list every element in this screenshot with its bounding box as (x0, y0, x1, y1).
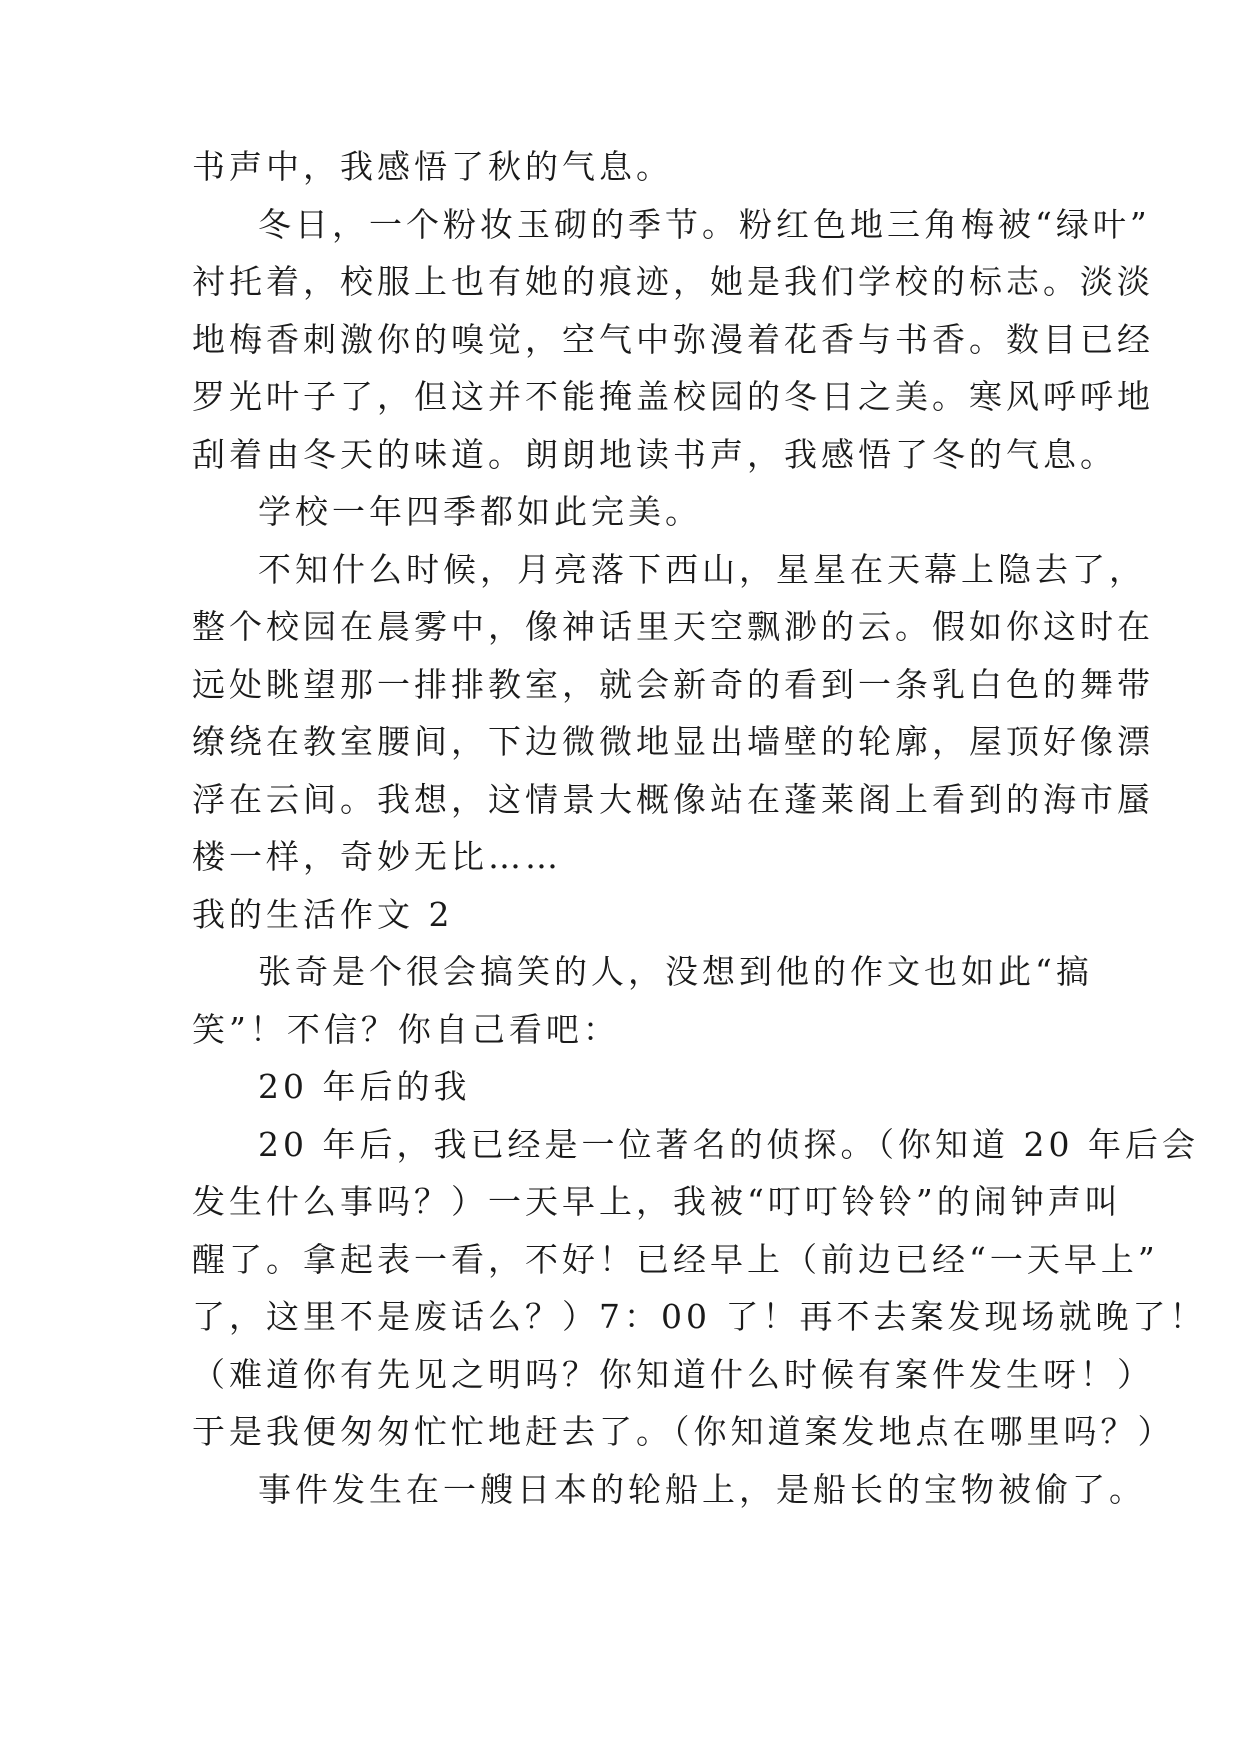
paragraph-line: 刮着由冬天的味道。朗朗地读书声，我感悟了冬的气息。 (192, 435, 1117, 474)
paragraph-line: 醒了。拿起表一看，不好！已经早上（前边已经“一天早上” (192, 1240, 1159, 1279)
paragraph-line: （难道你有先见之明吗？你知道什么时候有案件发生呀！） (192, 1355, 1154, 1394)
paragraph-line: 学校一年四季都如此完美。 (258, 492, 702, 531)
paragraph-line: 于是我便匆匆忙忙地赶去了。（你知道案发地点在哪里吗？） (192, 1412, 1175, 1451)
paragraph-line: 20 年后，我已经是一位著名的侦探。（你知道 20 年后会 (258, 1125, 1199, 1164)
paragraph-line: 整个校园在晨雾中，像神话里天空飘渺的云。假如你这时在 (192, 607, 1154, 646)
paragraph-line: 张奇是个很会搞笑的人，没想到他的作文也如此“搞 (258, 952, 1093, 991)
paragraph-line: 缭绕在教室腰间，下边微微地显出墙壁的轮廓，屋顶好像漂 (192, 722, 1154, 761)
paragraph-line: 楼一样，奇妙无比…… (192, 837, 562, 876)
paragraph-line: 冬日，一个粉妆玉砌的季节。粉红色地三角梅被“绿叶” (258, 205, 1151, 244)
paragraph-line: 不知什么时候，月亮落下西山，星星在天幕上隐去了， (258, 550, 1146, 589)
paragraph-line: 事件发生在一艘日本的轮船上，是船长的宝物被偷了。 (258, 1470, 1146, 1509)
section-heading: 我的生活作文 2 (192, 895, 454, 934)
paragraph-line: 发生什么事吗？）一天早上，我被“叮叮铃铃”的闹钟声叫 (192, 1182, 1122, 1221)
paragraph-line: 浮在云间。我想，这情景大概像站在蓬莱阁上看到的海市蜃 (192, 780, 1154, 819)
paragraph-line: 了，这里不是废话么？）7：00 了！再不去案发现场就晚了！ (192, 1297, 1207, 1336)
essay-title: 20 年后的我 (258, 1067, 471, 1106)
paragraph-line: 远处眺望那一排排教室，就会新奇的看到一条乳白色的舞带 (192, 665, 1154, 704)
paragraph-line: 衬托着，校服上也有她的痕迹，她是我们学校的标志。淡淡 (192, 262, 1154, 301)
paragraph-line: 笑”！不信？你自己看吧： (192, 1010, 620, 1049)
paragraph-line: 地梅香刺激你的嗅觉，空气中弥漫着花香与书香。数目已经 (192, 320, 1154, 359)
paragraph-line: 书声中，我感悟了秋的气息。 (192, 147, 673, 186)
paragraph-line: 罗光叶子了，但这并不能掩盖校园的冬日之美。寒风呼呼地 (192, 377, 1154, 416)
